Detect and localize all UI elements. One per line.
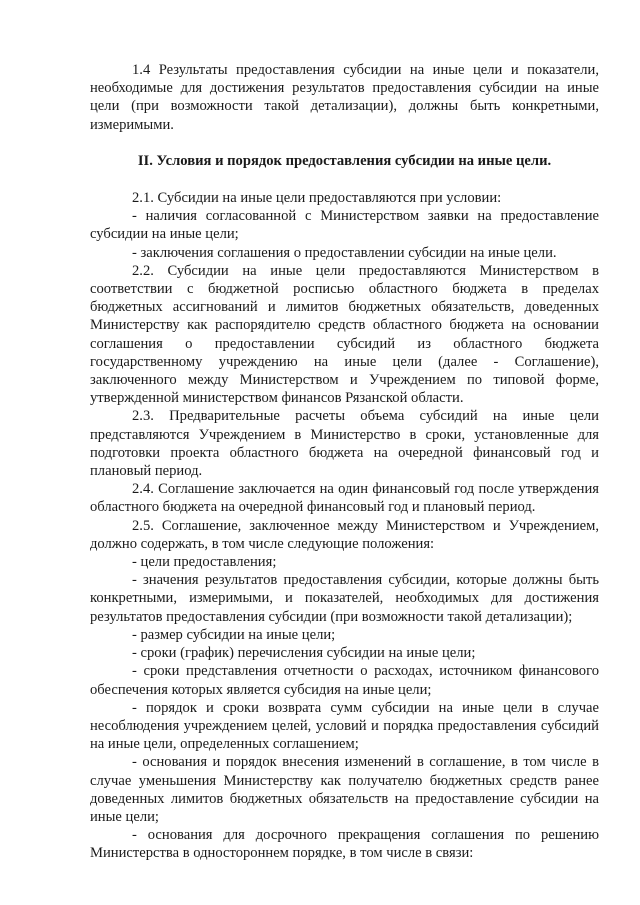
intro-paragraph: 1.4 Результаты предоставления субсидии на иные цели и показатели, необходимые для достижения результатов предоставления субсидии на иные цели (при возможности такой детализации), должны быть конкретными, измеримыми. (90, 62, 599, 133)
list-item: - основания и порядок внесения изменений в соглашение, в том числе в случае уменьшения Министерству как получателю бюджетных средств ранее доведенных лимитов бюджетных обязательств на предоставление субсидии на иные цели; (90, 754, 599, 825)
paragraph-2-3: 2.3. Предварительные расчеты объема субсидий на иные цели представляются Учреждением в Министерство в сроки, установленные для подготовки проекта областного бюджета на очередной финансовый год и плановый период. (90, 408, 599, 480)
section-heading: II. Условия и порядок предоставления субсидии на иные цели. (137, 152, 552, 169)
document-body (90, 61, 599, 863)
paragraph-2-2: 2.2. Субсидии на иные цели предоставляются Министерством в соответствии с бюджетной росписью областного бюджета в пределах бюджетных ассигнований и лимитов бюджетных обязательств, доведенных Министерству как распорядителю средств областного бюджета на основании соглашения о предоставлении субсидий из областного бюджета государственному учреждению на иные цели (далее - Соглашение), заключенного между Министерством и Учреждением по типовой форме, утвержденной министерством финансов Рязанской области. (90, 262, 599, 407)
list-item: - порядок и сроки возврата сумм субсидии на иные цели в случае несоблюдения учреждением целей, условий и порядка предоставления субсидий на иные цели, определенных соглашением; (90, 699, 599, 753)
list-item: - размер субсидии на иные цели; (132, 626, 336, 643)
list-item: - цели предоставления; (132, 554, 277, 571)
list-item: - заключения соглашения о предоставлении субсидии на иные цели. (132, 244, 557, 261)
paragraph-2-1: 2.1. Субсидии на иные цели предоставляются при условии: (132, 190, 502, 207)
paragraph-2-4: 2.4. Соглашение заключается на один финансовый год после утверждения областного бюджета на очередной финансовый год и плановый период. (90, 481, 599, 516)
list-item: - сроки представления отчетности о расходах, источником финансового обеспечения которых является субсидия на иные цели; (90, 663, 599, 698)
spacer (90, 134, 599, 152)
list-item: - основания для досрочного прекращения соглашения по решению Министерства в одностороннем порядке, в том числе в связи: (90, 827, 599, 862)
spacer (90, 170, 599, 189)
list-item: - наличия согласованной с Министерством заявки на предоставление субсидии на иные цели; (90, 208, 599, 243)
list-item: - сроки (график) перечисления субсидии на иные цели; (132, 645, 476, 662)
list-item: - значения результатов предоставления субсидии, которые должны быть конкретными, измеримыми, и показателей, необходимых для достижения результатов предоставления субсидии (при возможности такой детализации); (90, 572, 599, 625)
paragraph-2-5: 2.5. Соглашение, заключенное между Министерством и Учреждением, должно содержать, в том числе следующие положения: (90, 517, 599, 552)
